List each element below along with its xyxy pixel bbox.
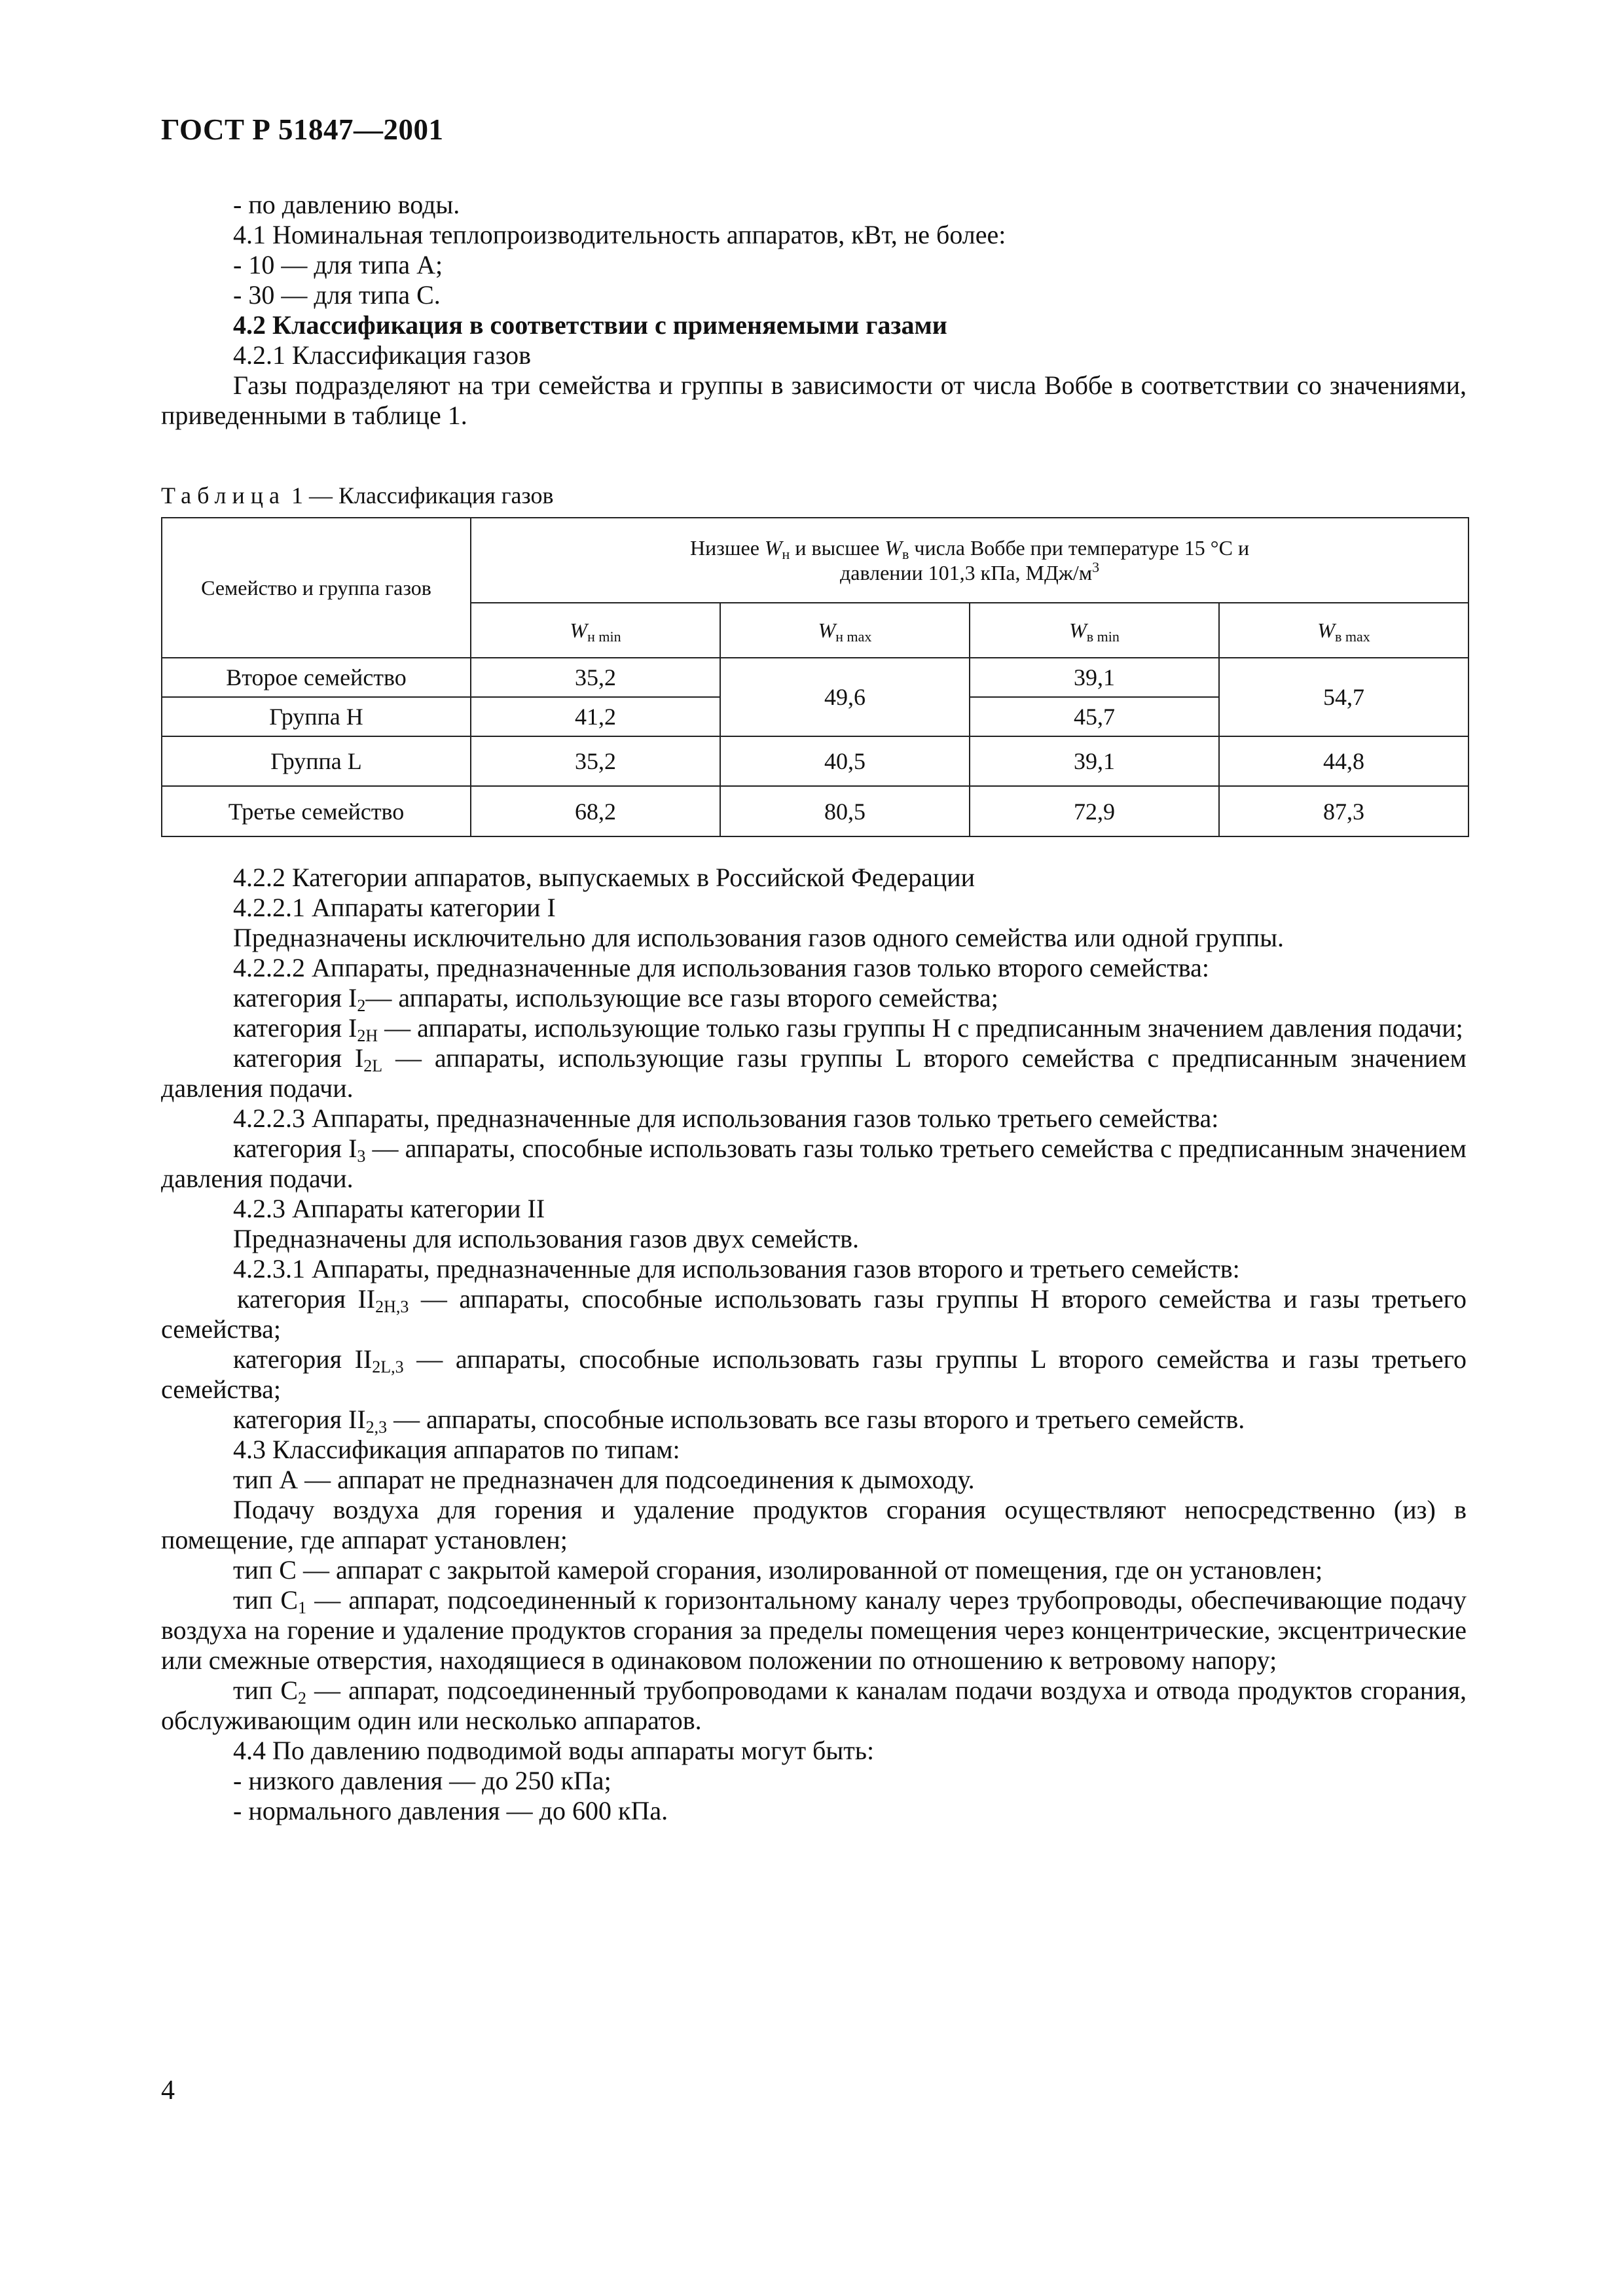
cell-value: 39,1	[970, 658, 1219, 697]
category-ii2h3: категория $II_{2Н,3}$ — аппараты, способные использовать газы группы Н второго семейства и газы третьего семейства;	[161, 1284, 1467, 1344]
subcol-header-wv-max: $W_{в max}$	[1219, 603, 1468, 658]
table-row	[162, 736, 1468, 786]
category-i2h: категория $I_{2Н}$ — аппараты, использующие только газы группы Н с предписанным значением давления подачи;	[233, 1013, 1463, 1045]
type-c2: тип $С_2$ — аппарат, подсоединенный трубопроводами к каналам подачи воздуха и отвода продуктов сгорания, обслуживающим один или несколько аппаратов.	[161, 1676, 1467, 1735]
category-ii23: категория $II_{2,3}$ — аппараты, способные использовать все газы второго и третьего семейств.	[233, 1405, 1245, 1437]
section-4-2-3-1-title: 4.2.3.1 Аппараты, предназначенные для использования газов второго и третьего семейств:	[233, 1254, 1240, 1283]
col-header-family: Семейство и группа газов	[162, 518, 471, 658]
gas-classification-table	[161, 517, 1469, 837]
category-i2: категория $I_2—$ аппараты, использующие все газы второго семейства;	[233, 983, 998, 1015]
body-block	[161, 863, 1467, 1826]
cell-value: 72,9	[970, 786, 1219, 836]
section-4-2-2-3-title: 4.2.2.3 Аппараты, предназначенные для использования газов только третьего семейства:	[233, 1103, 1219, 1133]
section-4-2-2-2-title: 4.2.2.2 Аппараты, предназначенные для использования газов только второго семейства:	[233, 953, 1210, 982]
type-a: тип А — аппарат не предназначен для подсоединения к дымоходу.	[233, 1465, 975, 1494]
section-4-2-1-text: Газы подразделяют на три семейства и группы в зависимости от числа Воббе в соответствии со значениями, приведенными в таблице 1.	[161, 370, 1467, 430]
table-row	[162, 658, 1468, 697]
section-4-4-title: 4.4 По давлению подводимой воды аппараты могут быть:	[233, 1736, 875, 1765]
section-4-2-2-1-title: 4.2.2.1 Аппараты категории I	[233, 893, 556, 922]
cell-value-merged: 54,7	[1219, 658, 1468, 736]
cell-value: 87,3	[1219, 786, 1468, 836]
subcol-header-wv-min: $W_{в min}$	[970, 603, 1219, 658]
section-4-2-3-title: 4.2.3 Аппараты категории II	[233, 1194, 545, 1223]
table-row	[162, 786, 1468, 836]
standard-code-header: ГОСТ Р 51847—2001	[161, 113, 444, 146]
cell-value: 45,7	[970, 697, 1219, 736]
subcol-header-wn-min: $W_{н min}$	[471, 603, 720, 658]
intro-line: - 10 — для типа А;	[233, 250, 443, 279]
category-ii2l3: категория $II_{2L,3}$ — аппараты, способные использовать газы группы L второго семейства и газы третьего семейства;	[161, 1344, 1467, 1404]
row-name: Группа Н	[162, 697, 471, 736]
section-4-2-1-title: 4.2.1 Классификация газов	[233, 340, 532, 370]
section-4-2-2-title: 4.2.2 Категории аппаратов, выпускаемых в Российской Федерации	[233, 863, 976, 892]
intro-block	[161, 190, 1467, 431]
col-header-wobbe: Низшее $W_н$ и высшее $W_в$ числа Воббе при температуре 15 °С и давлении 101,3 кПа, МДж/$м^3$	[471, 518, 1468, 603]
cell-value: 35,2	[471, 736, 720, 786]
subcol-header-wn-max: $W_{н max}$	[720, 603, 970, 658]
cell-value: 68,2	[471, 786, 720, 836]
row-name: Второе семейство	[162, 658, 471, 697]
row-name: Группа L	[162, 736, 471, 786]
cell-value: 41,2	[471, 697, 720, 736]
type-c: тип С — аппарат с закрытой камерой сгорания, изолированной от помещения, где он установлен;	[233, 1555, 1323, 1585]
cell-value: 35,2	[471, 658, 720, 697]
section-4-2-3-text: Предназначены для использования газов двух семейств.	[233, 1224, 860, 1253]
cell-value: 80,5	[720, 786, 970, 836]
type-c1: тип $С_1$ — аппарат, подсоединенный к горизонтальному каналу через трубопроводы, обеспечивающие подачу воздуха на горение и удаление продуктов сгорания за пределы помещения через концентрические, эксцентрические или смежные отверстия, находящиеся в одинаковом положении по отношению к ветровому напору;	[161, 1585, 1467, 1675]
cell-value: 39,1	[970, 736, 1219, 786]
section-4-2-title: 4.2 Классификация в соответствии с применяемыми газами	[233, 310, 947, 340]
type-a-air: Подачу воздуха для горения и удаление продуктов сгорания осуществляют непосредственно (из) в помещение, где аппарат установлен;	[161, 1495, 1467, 1554]
category-i2l: категория $I_{2L}$ — аппараты, использующие газы группы L второго семейства с предписанным значением давления подачи.	[161, 1043, 1467, 1103]
section-4-2-2-1-text: Предназначены исключительно для использования газов одного семейства или одной группы.	[233, 923, 1285, 952]
intro-line: - 30 — для типа С.	[233, 280, 441, 310]
cell-value: 44,8	[1219, 736, 1468, 786]
intro-line: 4.1 Номинальная теплопроизводительность аппаратов, кВт, не более:	[233, 220, 1006, 249]
cell-value-merged: 49,6	[720, 658, 970, 736]
table-caption: Таблица 1 — Классификация газов	[161, 482, 554, 509]
page-number: 4	[161, 2075, 175, 2106]
cell-value: 40,5	[720, 736, 970, 786]
section-4-3-title: 4.3 Классификация аппаратов по типам:	[233, 1435, 680, 1464]
category-i3: категория $I_3$ — аппараты, способные использовать газы только третьего семейства с предписанным значением давления подачи.	[161, 1134, 1467, 1193]
row-name: Третье семейство	[162, 786, 471, 836]
section-4-4-normal: - нормального давления — до 600 кПа.	[233, 1796, 668, 1825]
intro-line: - по давлению воды.	[233, 190, 460, 219]
section-4-4-low: - низкого давления — до 250 кПа;	[233, 1766, 611, 1795]
